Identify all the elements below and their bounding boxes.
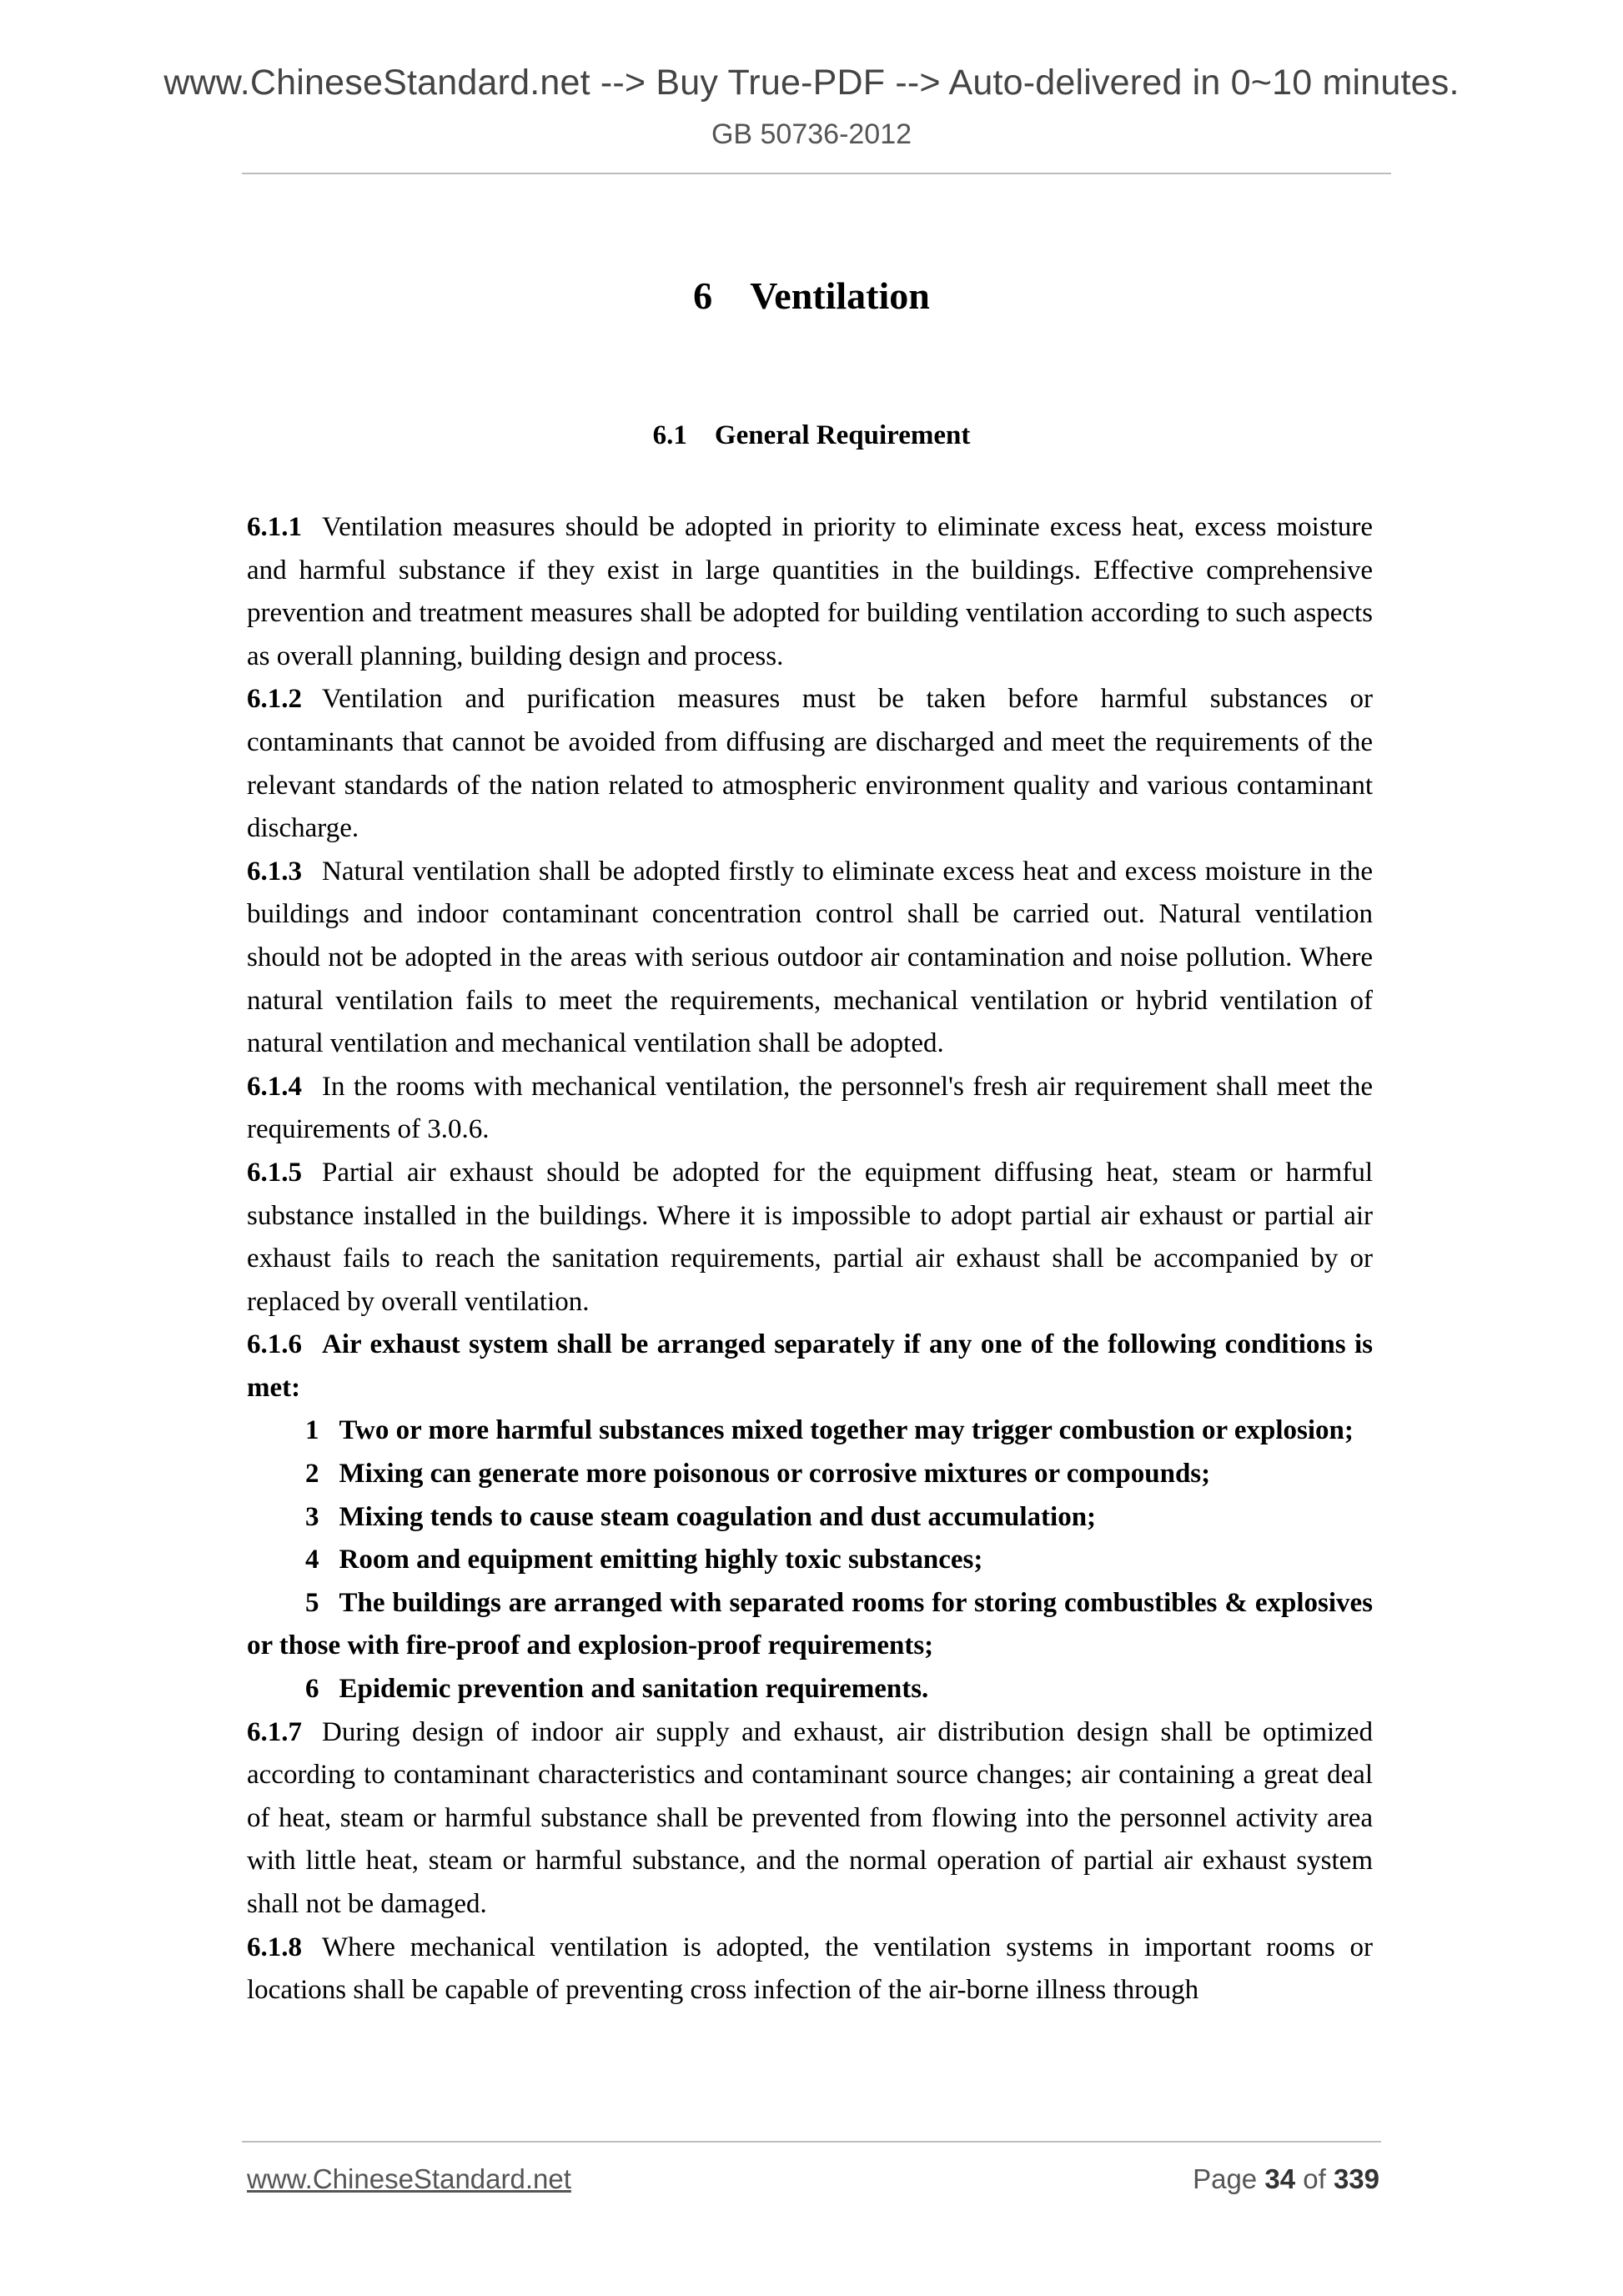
chapter-title: [0, 274, 1623, 317]
document-body: [247, 506, 1373, 2012]
page-indicator: [1193, 2165, 1379, 2193]
clause-6-1-5: [247, 1152, 1373, 1324]
clause-6-1-3: [247, 851, 1373, 1066]
clause-text: Ventilation measures should be adopted in priority to eliminate excess heat, excess moisture and harmful substance if they exist in large quantities in the buildings. Effective comprehensive prevention and treatment measures shall be adopted for building ventilation according to such aspects as overall planning, building design and process.: [247, 512, 1373, 671]
clause-number: 6.1.4: [247, 1071, 302, 1102]
clause-text: Natural ventilation shall be adopted firstly to eliminate excess heat and excess moisture in the buildings and indoor contaminant concentration control shall be carried out. Natural ventilation should not be adopted in the areas with serious outdoor air contamination and noise pollution. Where natural ventilation fails to meet the requirements, mechanical ventilation or hybrid ventilation of natural ventilation and mechanical ventilation shall be adopted.: [247, 856, 1373, 1059]
item-number: 5: [305, 1587, 319, 1618]
list-item: [247, 1409, 1373, 1453]
item-text: Epidemic prevention and sanitation requirements.: [339, 1674, 929, 1705]
chapter-number: 6: [693, 274, 713, 317]
item-text: The buildings are arranged with separated rooms for storing combustibles & explosives or those with fire-proof and explosion-proof requirements;: [247, 1587, 1373, 1661]
item-text: Mixing tends to cause steam coagulation and dust accumulation;: [339, 1501, 1097, 1532]
chapter-name: Ventilation: [750, 274, 930, 317]
page-label: Page: [1193, 2163, 1258, 2194]
page-total: 339: [1333, 2163, 1379, 2194]
standard-code: GB 50736-2012: [711, 118, 912, 150]
clause-number: 6.1.2: [247, 684, 302, 715]
clause-6-1-7: [247, 1711, 1373, 1927]
clause-number: 6.1.8: [247, 1932, 302, 1962]
clause-text: During design of indoor air supply and exhaust, air distribution design shall be optimized according to contaminant characteristics and contaminant source changes; air containing a great deal of heat, steam or harmful substance shall be prevented from flowing into the personnel activity area with little heat, steam or harmful substance, and the normal operation of partial air exhaust system shall not be damaged.: [247, 1716, 1373, 1919]
item-text: Room and equipment emitting highly toxic substances;: [339, 1545, 983, 1575]
list-item: [247, 1668, 1373, 1711]
clause-number: 6.1.3: [247, 856, 302, 887]
clause-6-1-6: [247, 1324, 1373, 1409]
item-text: Two or more harmful substances mixed together may trigger combustion or explosion;: [339, 1415, 1354, 1446]
footer-divider: [242, 2141, 1381, 2143]
clause-text: Air exhaust system shall be arranged separately if any one of the following conditions is met:: [247, 1329, 1373, 1403]
clause-number: 6.1.5: [247, 1157, 302, 1188]
page-of: of: [1303, 2163, 1326, 2194]
list-item: [247, 1582, 1373, 1668]
clause-6-1-1: [247, 506, 1373, 678]
header-banner: www.ChineseStandard.net --> Buy True-PDF --> Auto-delivered in 0~10 minutes.: [163, 63, 1460, 103]
clause-number: 6.1.6: [247, 1329, 302, 1360]
section-name: General Requirement: [714, 420, 971, 450]
clause-6-1-8: [247, 1927, 1373, 2012]
clause-text: Ventilation and purification measures must be taken before harmful substances or contaminants that cannot be avoided from diffusing are discharged and meet the requirements of the relevant standards of the nation related to atmospheric environment quality and various contaminant discharge.: [247, 684, 1373, 844]
clause-text: Partial air exhaust should be adopted for the equipment diffusing heat, steam or harmful substance installed in the buildings. Where it is impossible to adopt partial air exhaust or partial air exhaust fails to reach the sanitation requirements, partial air exhaust shall be accompanied by or replaced by overall ventilation.: [247, 1157, 1373, 1317]
item-number: 3: [305, 1501, 319, 1532]
clause-text: Where mechanical ventilation is adopted, the ventilation systems in important rooms or locations shall be capable of preventing cross infection of the air-borne illness through: [247, 1932, 1373, 2006]
header-divider: [242, 173, 1391, 174]
footer-website-link[interactable]: www.ChineseStandard.net: [247, 2163, 571, 2194]
item-text: Mixing can generate more poisonous or corrosive mixtures or compounds;: [339, 1459, 1211, 1490]
item-number: 6: [305, 1674, 319, 1705]
page-current: 34: [1264, 2163, 1296, 2194]
item-number: 2: [305, 1459, 319, 1490]
section-number: 6.1: [652, 420, 687, 450]
clause-text: In the rooms with mechanical ventilation, the personnel's fresh air requirement shall meet the requirements of 3.0.6.: [247, 1071, 1373, 1145]
item-number: 1: [305, 1415, 319, 1446]
clause-number: 6.1.7: [247, 1716, 302, 1747]
list-item: [247, 1496, 1373, 1540]
clause-number: 6.1.1: [247, 512, 302, 542]
section-title: [0, 422, 1623, 450]
item-number: 4: [305, 1545, 319, 1575]
list-item: [247, 1539, 1373, 1582]
clause-6-1-4: [247, 1066, 1373, 1152]
clause-6-1-2: [247, 678, 1373, 850]
list-item: [247, 1453, 1373, 1496]
